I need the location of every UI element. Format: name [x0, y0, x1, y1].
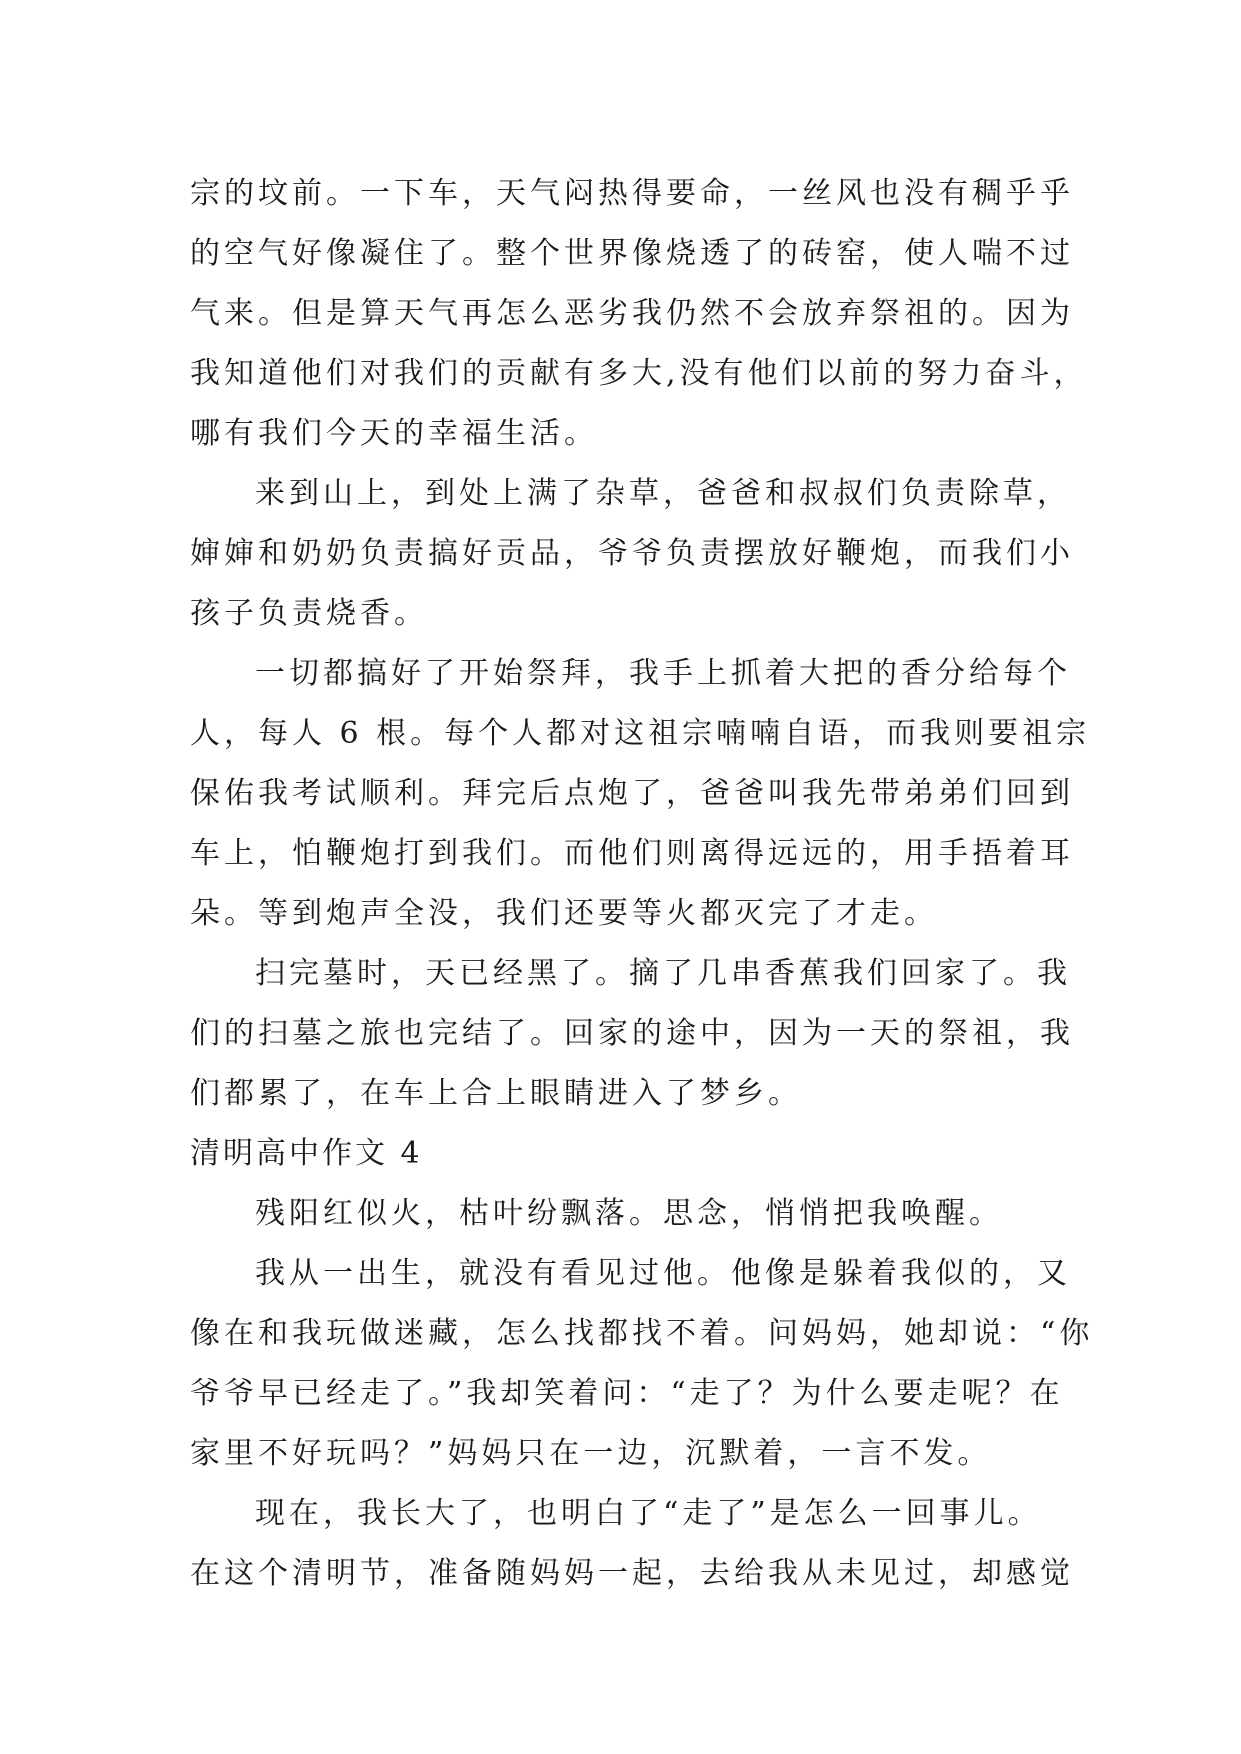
text-line: 的空气好像凝住了。整个世界像烧透了的砖窑，使人喘不过 [190, 236, 1074, 271]
paragraph-first-line: 一切都搞好了开始祭拜，我手上抓着大把的香分给每个 [255, 656, 1071, 691]
text-line: 保佑我考试顺利。拜完后点炮了，爸爸叫我先带弟弟们回到 [190, 776, 1074, 811]
text-line: 们都累了，在车上合上眼睛进入了梦乡。 [190, 1076, 802, 1111]
text-line: 爷爷早已经走了。”我却笑着问：“走了？为什么要走呢？在 [190, 1376, 1064, 1411]
text-line: 宗的坟前。一下车，天气闷热得要命，一丝风也没有稠乎乎 [190, 176, 1074, 211]
text-line: 像在和我玩做迷藏，怎么找都找不着。问妈妈，她却说：“你 [190, 1316, 1094, 1351]
text-line: 孩子负责烧香。 [190, 596, 428, 631]
text-line: 在这个清明节，准备随妈妈一起，去给我从未见过，却感觉 [190, 1556, 1074, 1591]
text-line: 人，每人 6 根。每个人都对这祖宗喃喃自语，而我则要祖宗 [190, 716, 1091, 751]
text-line: 家里不好玩吗？”妈妈只在一边，沉默着，一言不发。 [190, 1436, 992, 1471]
text-line: 哪有我们今天的幸福生活。 [190, 416, 598, 451]
paragraph-first-line: 扫完墓时，天已经黑了。摘了几串香蕉我们回家了。我 [255, 956, 1071, 991]
text-line: 气来。但是算天气再怎么恶劣我仍然不会放弃祭祖的。因为 [190, 296, 1074, 331]
section-heading: 清明高中作文 4 [190, 1136, 423, 1171]
paragraph-first-line: 残阳红似火，枯叶纷飘落。思念，悄悄把我唤醒。 [255, 1196, 1003, 1231]
document-body [190, 164, 1094, 1604]
text-line: 婶婶和奶奶负责搞好贡品，爷爷负责摆放好鞭炮，而我们小 [190, 536, 1074, 571]
paragraph-first-line: 现在，我长大了，也明白了“走了”是怎么一回事儿。 [255, 1496, 1042, 1531]
text-line: 朵。等到炮声全没，我们还要等火都灭完了才走。 [190, 896, 938, 931]
text-line: 车上，怕鞭炮打到我们。而他们则离得远远的，用手捂着耳 [190, 836, 1074, 871]
paragraph-first-line: 来到山上，到处上满了杂草，爸爸和叔叔们负责除草， [255, 476, 1071, 511]
text-line: 们的扫墓之旅也完结了。回家的途中，因为一天的祭祖，我 [190, 1016, 1074, 1051]
paragraph-first-line: 我从一出生，就没有看见过他。他像是躲着我似的，又 [255, 1256, 1071, 1291]
text-line: 我知道他们对我们的贡献有多大,没有他们以前的努力奋斗， [190, 356, 1088, 391]
